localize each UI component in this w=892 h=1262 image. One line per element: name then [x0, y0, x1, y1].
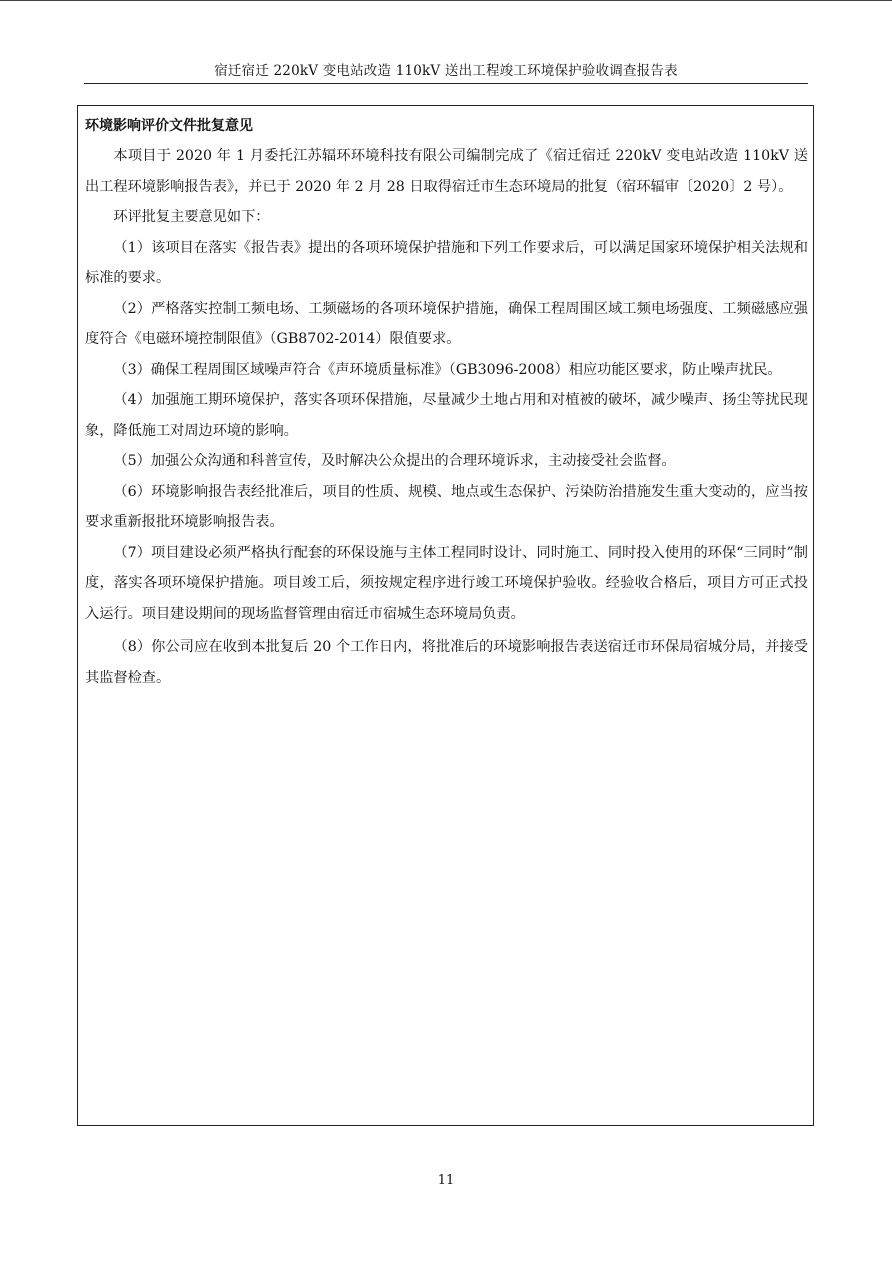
opinion-table-cell	[77, 105, 814, 1126]
page-number: 11	[437, 1173, 455, 1188]
section-title: 环境影响评价文件批复意见	[85, 118, 253, 134]
header-rule	[84, 83, 808, 84]
opinion-item-2: （2）严格落实控制工频电场、工频磁场的各项环境保护措施，确保工程周围区域工频电场强度、工频磁感应强度符合《电磁环境控制限值》（GB8702-2014）限值要求。	[85, 300, 808, 347]
section-body	[85, 141, 808, 693]
lead-paragraph: 环评批复主要意见如下：	[113, 209, 270, 225]
opinion-item-4: （4）加强施工期环境保护，落实各项环保措施，尽量减少土地占用和对植被的破坏，减少噪声、扬尘等扰民现象，降低施工对周边环境的影响。	[85, 392, 808, 439]
page-top-border	[0, 0, 892, 1]
opinion-item-1: （1）该项目在落实《报告表》提出的各项环境保护措施和下列工作要求后，可以满足国家环境保护相关法规和标准的要求。	[85, 239, 808, 286]
opinion-item-6: （6）环境影响报告表经批准后，项目的性质、规模、地点或生态保护、污染防治措施发生重大变动的，应当按要求重新报批环境影响报告表。	[85, 483, 808, 530]
opinion-item-3: （3）确保工程周围区域噪声符合《声环境质量标准》（GB3096-2008）相应功能区要求，防止噪声扰民。	[113, 361, 782, 378]
intro-paragraph: 本项目于 2020 年 1 月委托江苏辐环环境科技有限公司编制完成了《宿迁宿迁 220kV 变电站改造 110kV 送出工程环境影响报告表》，并已于 2020 年 2 月 28 日取得宿迁市生态环境局的批复（宿环辐审〔2020〕2 号）。	[85, 148, 808, 195]
page-header: 宿迁宿迁 220kV 变电站改造 110kV 送出工程竣工环境保护验收调查报告表	[214, 63, 678, 79]
opinion-item-7: （7）项目建设必须严格执行配套的环保设施与主体工程同时设计、同时施工、同时投入使用的环保“三同时”制度，落实各项环境保护措施。项目竣工后，须按规定程序进行竣工环境保护验收。经验收合格后，项目方可正式投入运行。项目建设期间的现场监督管理由宿迁市宿城生态环境局负责。	[85, 544, 808, 622]
opinion-item-8: （8）你公司应在收到本批复后 20 个工作日内，将批准后的环境影响报告表送宿迁市环保局宿城分局，并接受其监督检查。	[85, 639, 808, 686]
opinion-item-5: （5）加强公众沟通和科普宣传，及时解决公众提出的合理环境诉求，主动接受社会监督。	[113, 453, 676, 469]
